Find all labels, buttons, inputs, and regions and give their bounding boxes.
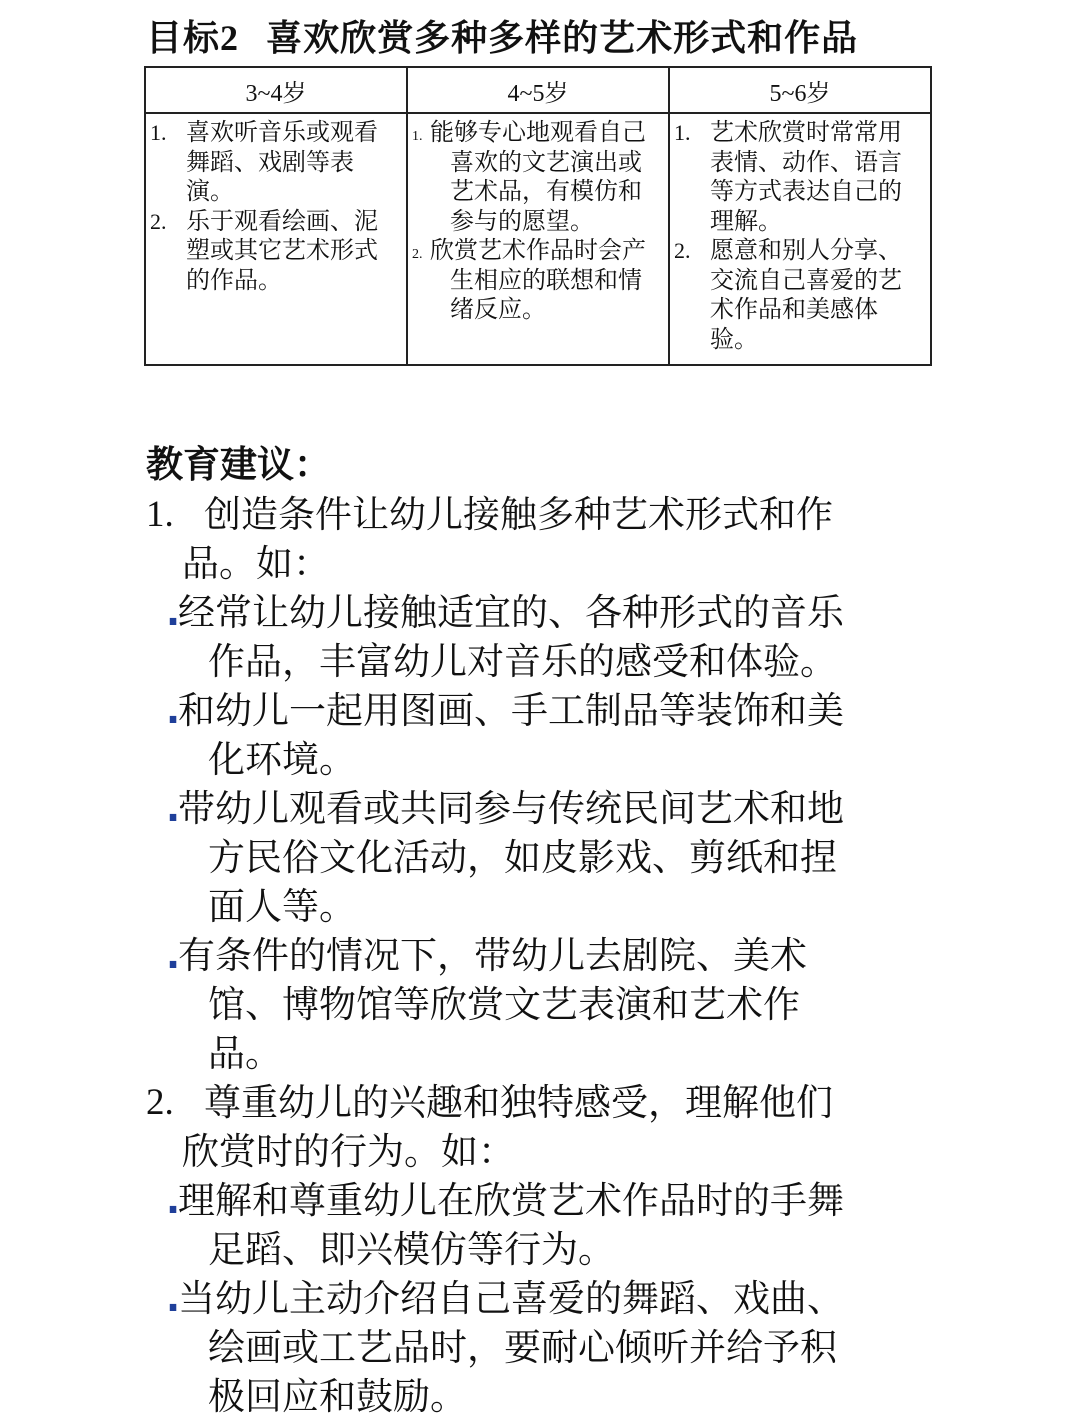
advice-sub-item [166, 1176, 946, 1274]
bullet-dot-icon: . [166, 1179, 181, 1222]
item-text [710, 118, 926, 236]
text-line: 表情、动作、语言 [710, 147, 902, 176]
item-number: 2. [146, 1082, 174, 1123]
text-line: 塑或其它艺术形式 [186, 236, 378, 264]
list-item [150, 207, 402, 296]
education-advice-section [146, 440, 946, 1421]
list-item [150, 118, 402, 207]
advice-lead [146, 1078, 946, 1176]
bullet-dot-icon: . [166, 934, 181, 977]
text-line: 交流自己喜爱的艺 [710, 265, 902, 294]
text-line: 方民俗文化活动，如皮影戏、剪纸和捏 [208, 836, 837, 879]
goal-list-3-4 [150, 118, 402, 295]
text-line: 馆、博物馆等欣赏文艺表演和艺术作 [208, 983, 800, 1026]
text-line: 面人等。 [208, 885, 356, 928]
goals-table [144, 66, 932, 366]
advice-item-2 [146, 1078, 946, 1421]
item-text [182, 1078, 946, 1176]
item-number: 1. [150, 120, 167, 145]
list-item [412, 236, 664, 325]
bullet-dot-icon: . [166, 787, 181, 830]
text-line: 的作品。 [186, 265, 282, 294]
text-line: 参与的愿望。 [450, 206, 594, 235]
bullet-dot-icon: . [166, 689, 181, 732]
text-line: 喜欢的文艺演出或 [450, 147, 642, 176]
advice-sub-item [166, 1274, 946, 1421]
table-row [145, 113, 931, 365]
text-line: 当幼儿主动介绍自己喜爱的舞蹈、戏曲、 [178, 1277, 844, 1320]
cell-age-5-6 [669, 113, 931, 365]
header-age-3-4: 3~4岁 [145, 67, 407, 113]
page-title [146, 14, 858, 63]
goal-list-5-6 [674, 118, 926, 354]
text-line: 演。 [186, 177, 234, 205]
advice-sub-item [166, 784, 946, 931]
text-line: 足蹈、即兴模仿等行为。 [208, 1228, 615, 1271]
text-line: 创造条件让幼儿接触多种艺术形式和作 [204, 493, 833, 536]
text-line: 欣赏艺术作品时会产 [430, 236, 646, 264]
advice-sub-item [166, 686, 946, 784]
text-line: 极回应和鼓励。 [208, 1375, 467, 1418]
item-text [186, 207, 402, 296]
section-heading: 教育建议： [146, 443, 331, 486]
item-text [710, 236, 926, 354]
list-item [412, 118, 664, 236]
text-line: 愿意和别人分享、 [710, 236, 902, 264]
text-line: 术作品和美感体 [710, 295, 878, 323]
item-text [182, 490, 946, 588]
text-line: 能够专心地观看自己 [430, 118, 646, 146]
item-number: 2. [674, 238, 691, 263]
header-age-5-6: 5~6岁 [669, 67, 931, 113]
text-line: 舞蹈、戏剧等表 [186, 147, 354, 176]
text-line: 品。如： [182, 542, 330, 585]
text-line: 理解。 [710, 206, 782, 235]
text-line: 作品，丰富幼儿对音乐的感受和体验。 [208, 640, 837, 683]
text-line: 化环境。 [208, 738, 356, 781]
list-item [674, 118, 926, 236]
advice-sub-item [166, 931, 946, 1078]
advice-item-1 [146, 490, 946, 1078]
goal-list-4-5 [412, 118, 664, 325]
advice-sub-item [166, 588, 946, 686]
item-text [186, 118, 402, 207]
item-number: 2. [150, 208, 167, 234]
text-line: 验。 [710, 324, 758, 353]
title-number: 2 [220, 18, 240, 58]
text-line: 绪反应。 [450, 295, 546, 323]
header-age-4-5: 4~5岁 [407, 67, 669, 113]
bullet-dot-icon: . [166, 1277, 181, 1320]
title-prefix: 目标 [146, 18, 221, 59]
item-number: 1. [412, 129, 423, 144]
item-number: 1. [674, 120, 691, 145]
cell-age-3-4 [145, 113, 407, 365]
text-line: 品。 [208, 1032, 282, 1075]
item-number: 1. [146, 494, 174, 535]
text-line: 等方式表达自己的 [710, 177, 902, 205]
bullet-dot-icon: . [166, 591, 181, 634]
item-text [430, 236, 664, 325]
text-line: 绘画或工艺品时，要耐心倾听并给予积 [208, 1326, 837, 1369]
title-text: 喜欢欣赏多种多样的艺术形式和作品 [266, 18, 859, 59]
table-header-row [145, 67, 931, 113]
text-line: 欣赏时的行为。如： [182, 1130, 515, 1173]
text-line: 尊重幼儿的兴趣和独特感受，理解他们 [204, 1081, 833, 1124]
text-line: 艺术品，有模仿和 [450, 177, 642, 205]
text-line: 理解和尊重幼儿在欣赏艺术作品时的手舞 [178, 1179, 844, 1222]
cell-age-4-5 [407, 113, 669, 365]
text-line: 经常让幼儿接触适宜的、各种形式的音乐 [178, 591, 844, 634]
text-line: 带幼儿观看或共同参与传统民间艺术和地 [178, 787, 844, 830]
list-item [674, 236, 926, 354]
item-text [430, 118, 664, 236]
text-line: 和幼儿一起用图画、手工制品等装饰和美 [178, 689, 844, 732]
text-line: 乐于观看绘画、泥 [186, 206, 378, 235]
item-number: 2. [412, 247, 423, 262]
text-line: 有条件的情况下，带幼儿去剧院、美术 [178, 934, 807, 977]
text-line: 喜欢听音乐或观看 [186, 118, 378, 146]
advice-lead [146, 490, 946, 588]
text-line: 艺术欣赏时常常用 [710, 118, 902, 146]
text-line: 生相应的联想和情 [450, 265, 642, 294]
